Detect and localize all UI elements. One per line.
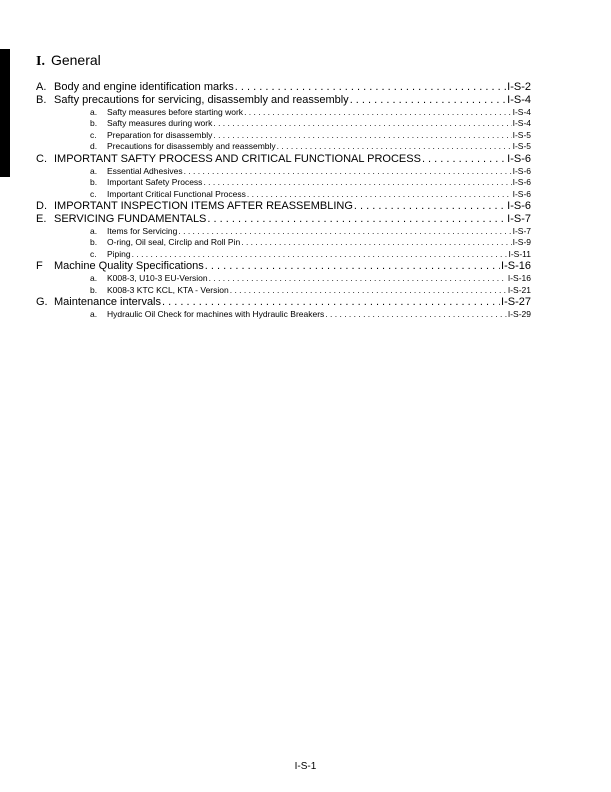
toc-entry-leader [184,166,512,178]
toc-entry-leader [205,260,500,273]
toc-subentry[interactable] [36,273,531,285]
toc-entry-leader [213,118,511,130]
toc-entry[interactable] [36,200,531,213]
toc-entry-title: Maintenance intervals [54,296,162,309]
toc-entry-title: Precautions for disassembly and reassembly [107,141,276,152]
toc-entry-title: Machine Quality Specifications [54,260,204,273]
toc-entry-leader [209,273,507,285]
toc-entry-page: I-S-2 [507,81,531,93]
toc-entry-leader [422,153,506,166]
toc-subentry[interactable] [36,249,531,261]
page-number: I-S-1 [294,761,317,772]
toc-entry-leader [207,213,506,226]
toc-entry-leader [213,130,511,142]
toc-entry-title: O-ring, Oil seal, Circlip and Roll Pin [107,237,241,248]
toc-entry-page: I-S-7 [512,225,531,236]
toc-entry-title: IMPORTANT SAFTY PROCESS AND CRITICAL FUNCTIONAL PROCESS [54,152,421,165]
toc-entry-leader [178,226,511,238]
toc-subentry[interactable] [36,141,531,153]
toc-entry-letter: b. [90,237,98,248]
toc-entry-page: I-S-27 [501,296,531,309]
toc-entry-letter: E. [36,213,47,226]
toc-entry[interactable] [36,81,531,94]
toc-entry-page: I-S-16 [501,260,531,273]
toc-entry-page: I-S-6 [512,188,531,199]
toc-entry-letter: c. [90,188,97,199]
toc-entry-letter: c. [90,248,97,259]
toc-subentry[interactable] [36,285,531,297]
toc-entry[interactable] [36,153,531,166]
toc-entry-title: K008-3, U10-3 EU-Version [107,273,208,284]
toc-entry-page: I-S-4 [507,93,531,106]
toc-entry[interactable] [36,94,531,107]
toc-entry-letter: B. [36,93,47,106]
toc-entry-page: I-S-21 [507,284,531,295]
toc-entry-leader [230,285,507,297]
toc-entry-letter: a. [90,309,98,320]
toc-entry-page: I-S-7 [507,213,531,226]
toc-entry-title: Safty measures before starting work [107,106,244,117]
toc-entry-page: I-S-11 [508,248,531,259]
toc-entry-letter: G. [36,296,48,309]
toc-entry-letter: d. [90,141,98,152]
toc-entry-title: SERVICING FUNDAMENTALS [54,213,207,226]
toc-entry-leader [354,200,506,213]
toc-entry-letter: a. [90,225,98,236]
table-of-contents [36,81,531,321]
section-title-text: General [50,52,101,68]
toc-entry-page: I-S-5 [512,129,531,140]
toc-entry-title: Safty measures during work [107,118,213,129]
toc-entry[interactable] [36,213,531,226]
toc-entry-letter: b. [90,177,98,188]
toc-entry-page: I-S-16 [507,273,531,284]
toc-entry-page: I-S-4 [512,118,531,129]
toc-entry-page: I-S-9 [512,237,531,248]
toc-entry-letter: a. [90,106,98,117]
toc-subentry[interactable] [36,130,531,142]
toc-entry-title: IMPORTANT INSPECTION ITEMS AFTER REASSEMBLING [54,200,353,213]
toc-entry-title: Safty precautions for servicing, disassembly and reassembly [54,93,349,106]
toc-subentry[interactable] [36,189,531,201]
toc-entry-letter: D. [36,200,47,213]
toc-subentry[interactable] [36,226,531,238]
toc-entry-leader [325,309,507,321]
toc-subentry[interactable] [36,309,531,321]
toc-entry-leader [247,189,512,201]
toc-entry-leader [132,249,508,261]
toc-entry-leader [350,94,506,107]
toc-subentry[interactable] [36,107,531,119]
toc-entry-letter: b. [90,118,98,129]
toc-entry-page: I-S-6 [512,177,531,188]
toc-entry-title: Essential Adhesives [107,165,183,176]
toc-entry-title: Preparation for disassembly [107,129,213,140]
section-number: I. [36,54,45,69]
section-title [36,52,101,70]
toc-entry-title: Body and engine identification marks [54,81,234,93]
toc-entry-page: I-S-6 [512,165,531,176]
toc-entry-leader [203,177,511,189]
toc-entry-leader [162,296,500,309]
toc-entry-title: Piping [107,248,131,259]
toc-entry-letter: F [36,260,43,273]
toc-entry-letter: c. [90,129,97,140]
toc-entry-letter: b. [90,284,98,295]
toc-entry-letter: C. [36,152,47,165]
toc-subentry[interactable] [36,166,531,178]
toc-entry[interactable] [36,260,531,273]
toc-entry-title: Hydraulic Oil Check for machines with Hydraulic Breakers [107,309,325,320]
toc-subentry[interactable] [36,237,531,249]
toc-entry-title: Items for Servicing [107,225,178,236]
toc-entry-page: I-S-5 [512,141,531,152]
toc-entry-letter: a. [90,165,98,176]
toc-entry-leader [277,141,512,153]
toc-entry-leader [244,107,512,119]
toc-entry-title: Important Safety Process [107,177,203,188]
toc-entry-title: K008-3 KTC KCL, KTA - Version [107,284,229,295]
toc-subentry[interactable] [36,118,531,130]
section-tab-marker [0,49,10,177]
toc-entry-leader [235,81,506,94]
toc-entry-letter: a. [90,273,98,284]
toc-subentry[interactable] [36,177,531,189]
toc-entry-letter: A. [36,81,47,93]
toc-entry-page: I-S-4 [512,106,531,117]
toc-entry[interactable] [36,296,531,309]
toc-entry-page: I-S-6 [507,200,531,213]
toc-entry-page: I-S-6 [507,152,531,165]
toc-entry-leader [241,237,511,249]
toc-entry-title: Important Critical Functional Process [107,188,246,199]
toc-entry-page: I-S-29 [507,309,531,320]
